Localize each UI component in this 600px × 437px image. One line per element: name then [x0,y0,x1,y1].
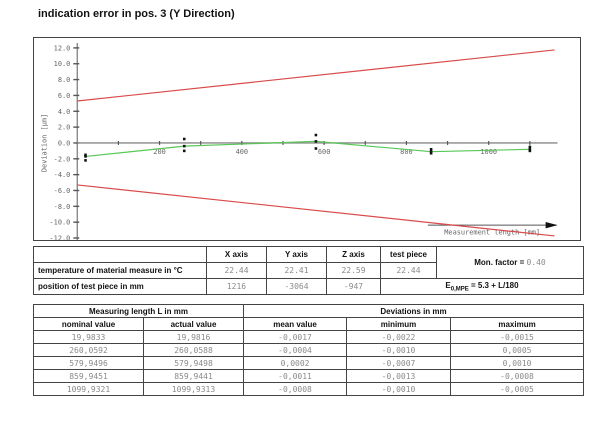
temperature-z: 22.59 [327,263,381,279]
col-header-minimum: minimum [347,318,451,331]
svg-text:-8.0: -8.0 [53,202,71,211]
result-row [34,344,584,357]
position-y: -3064 [267,279,327,295]
svg-text:10.0: 10.0 [53,60,71,69]
temperature-x: 22.44 [207,263,267,279]
svg-text:1000: 1000 [480,147,498,156]
svg-text:-2.0: -2.0 [53,155,71,164]
maximum-value: 0,0010 [451,357,584,370]
maximum-value: -0,0015 [451,331,584,344]
temperature-y: 22.41 [267,263,327,279]
actual-value: 260,0588 [144,344,244,357]
minimum-value: -0,0022 [347,331,451,344]
actual-value: 579,9498 [144,357,244,370]
mon-factor-value: 0.40 [526,258,546,267]
col-header-nominal: nominal value [34,318,144,331]
conditions-table [33,246,584,295]
mon-factor-label: Mon. factor = [474,258,527,267]
result-row [34,370,584,383]
svg-text:8.0: 8.0 [57,76,71,85]
minimum-value: -0,0010 [347,383,451,396]
nominal-value: 1099,9321 [34,383,144,396]
svg-text:-4.0: -4.0 [53,171,71,180]
group-header-row [34,305,584,318]
empe-subscript: 0,MPE [450,286,469,293]
conditions-header-row [34,247,584,263]
mon-factor-cell [437,247,584,279]
result-row [34,383,584,396]
nominal-value: 579,9496 [34,357,144,370]
svg-text:-6.0: -6.0 [53,186,71,195]
position-x: 1216 [207,279,267,295]
mean-value: -0,0011 [244,370,347,383]
nominal-value: 859,9451 [34,370,144,383]
position-row-label: position of test piece in mm [34,279,207,295]
col-header-y-axis: Y axis [267,247,327,263]
svg-text:0.0: 0.0 [57,139,71,148]
deviation-chart-canvas [34,38,580,240]
minimum-value: -0,0010 [347,344,451,357]
measurement-results-table [33,304,584,396]
group-header-measuring-length: Measuring length L in mm [34,305,244,318]
svg-text:Deviation [µm]: Deviation [µm] [40,113,49,173]
actual-value: 859,9441 [144,370,244,383]
svg-text:-10.0: -10.0 [49,218,71,227]
group-header-deviations: Deviations in mm [244,305,584,318]
col-header-test-piece: test piece [381,247,437,263]
svg-text:Measurement length [mm]: Measurement length [mm] [444,228,541,237]
svg-text:400: 400 [235,147,249,156]
svg-text:600: 600 [317,147,331,156]
svg-text:-12.0: -12.0 [49,234,71,240]
nominal-value: 19,9833 [34,331,144,344]
empe-formula: = 5.3 + L/180 [468,280,519,290]
deviation-chart [33,37,581,241]
nominal-value: 260,0592 [34,344,144,357]
column-header-row [34,318,584,331]
empe-formula-cell [381,279,584,295]
svg-text:12.0: 12.0 [53,44,71,53]
col-header-mean: mean value [244,318,347,331]
mean-value: -0,0017 [244,331,347,344]
col-header-z-axis: Z axis [327,247,381,263]
svg-text:800: 800 [400,147,413,156]
page-title: indication error in pos. 3 (Y Direction) [38,8,235,20]
svg-text:6.0: 6.0 [57,91,71,100]
maximum-value: 0,0005 [451,344,584,357]
svg-text:200: 200 [153,147,166,156]
result-row [34,357,584,370]
mean-value: 0,0002 [244,357,347,370]
temperature-test-piece: 22.44 [381,263,437,279]
svg-text:4.0: 4.0 [57,107,71,116]
col-header-x-axis: X axis [207,247,267,263]
col-header-maximum: maximum [451,318,584,331]
mean-value: -0,0004 [244,344,347,357]
mean-value: -0,0008 [244,383,347,396]
svg-text:2.0: 2.0 [57,123,71,132]
minimum-value: -0,0013 [347,370,451,383]
empe-symbol: E [445,280,451,290]
minimum-value: -0,0007 [347,357,451,370]
empty-corner-cell [34,247,207,263]
actual-value: 1099,9313 [144,383,244,396]
position-row [34,279,584,295]
temperature-row-label: temperature of material measure in °C [34,263,207,279]
maximum-value: -0,0005 [451,383,584,396]
result-row [34,331,584,344]
actual-value: 19,9816 [144,331,244,344]
col-header-actual: actual value [144,318,244,331]
maximum-value: -0,0008 [451,370,584,383]
position-z: -947 [327,279,381,295]
